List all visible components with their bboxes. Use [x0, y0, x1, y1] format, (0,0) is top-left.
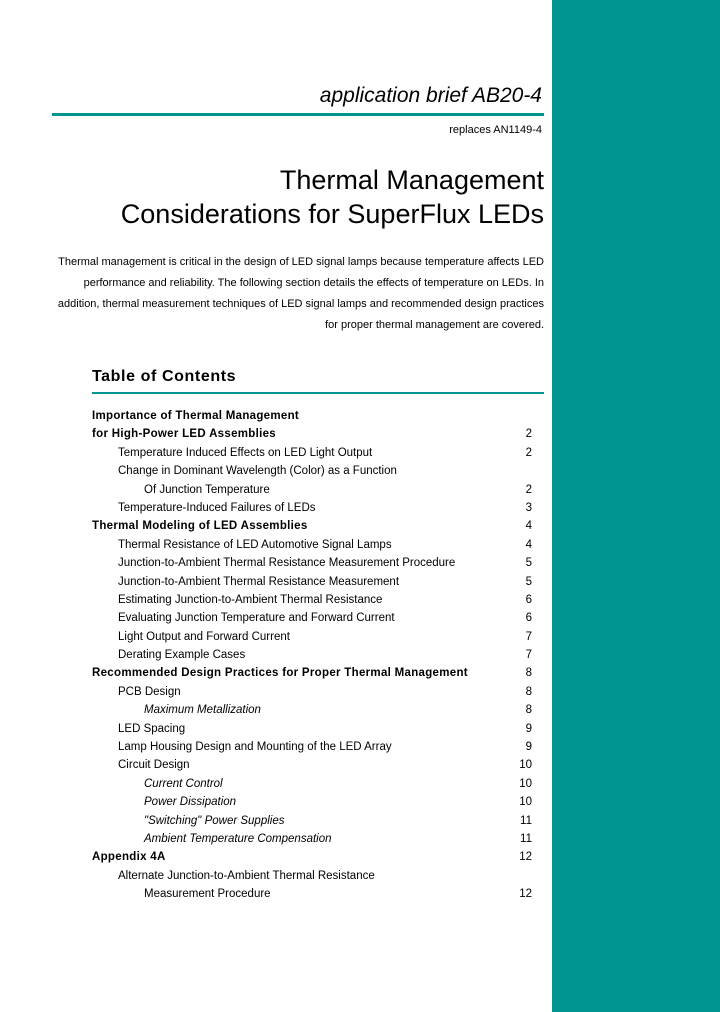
toc-entry-page: 8 — [525, 704, 532, 717]
toc-entry-label: Recommended Design Practices for Proper Thermal Management — [92, 667, 468, 680]
toc-entry-label: Light Output and Forward Current — [118, 630, 290, 643]
replaces-label: replaces AN1149-4 — [449, 124, 542, 136]
toc-entry-label: Ambient Temperature Compensation — [144, 832, 332, 845]
toc-entry-label: Lamp Housing Design and Mounting of the LED Array — [118, 741, 392, 754]
table-of-contents-header — [92, 368, 544, 394]
toc-entry-label: Appendix 4A — [92, 851, 166, 864]
toc-entry-page: 9 — [525, 722, 532, 735]
toc-entry-page: 6 — [525, 593, 532, 606]
toc-entry-label: for High-Power LED Assemblies — [92, 428, 277, 441]
table-of-contents-list — [92, 410, 544, 907]
toc-entry[interactable] — [92, 870, 544, 888]
toc-entry-page: 11 — [520, 832, 532, 845]
toc-entry-label: Thermal Modeling of LED Assemblies — [92, 520, 308, 533]
toc-entry[interactable] — [92, 520, 544, 538]
toc-entry-label: Estimating Junction-to-Ambient Thermal Resistance — [118, 593, 383, 606]
toc-divider — [92, 392, 544, 394]
toc-entry[interactable] — [92, 851, 544, 869]
toc-entry[interactable] — [92, 612, 544, 630]
page-title — [40, 163, 544, 231]
toc-entry-page: 2 — [525, 483, 532, 496]
toc-entry-page: 2 — [525, 446, 532, 459]
application-brief-label: application brief AB20-4 — [319, 84, 542, 107]
abstract-paragraph: Thermal management is critical in the design of LED signal lamps because temperature affects LED performance and reliability. The following section details the effects of temperature on LEDs. In addition, thermal measurement techniques of LED signal lamps and recommended design practices for proper thermal management are covered. — [57, 256, 544, 331]
toc-entry[interactable] — [92, 815, 544, 833]
toc-entry-label: Maximum Metallization — [144, 704, 261, 717]
toc-entry-label: Importance of Thermal Management — [92, 410, 300, 422]
toc-entry[interactable] — [92, 723, 544, 741]
toc-entry-label: Derating Example Cases — [118, 649, 246, 662]
toc-entry-page: 10 — [519, 777, 532, 790]
toc-entry-label: LED Spacing — [118, 722, 186, 735]
toc-entry-page: 12 — [519, 851, 532, 864]
toc-entry-page: 9 — [525, 741, 532, 754]
toc-entry-page: 10 — [519, 759, 532, 772]
toc-entry-page: 4 — [525, 520, 532, 533]
toc-entry-label: Junction-to-Ambient Thermal Resistance Measurement — [118, 575, 400, 588]
toc-entry-page: 7 — [525, 630, 532, 643]
toc-entry[interactable] — [92, 796, 544, 814]
toc-entry-label: "Switching" Power Supplies — [144, 814, 285, 827]
toc-entry-label: Current Control — [144, 777, 223, 790]
header-divider — [52, 113, 544, 116]
toc-entry[interactable] — [92, 502, 544, 520]
toc-entry-page: 12 — [519, 888, 532, 901]
toc-entry[interactable] — [92, 631, 544, 649]
title-line-2: Considerations for SuperFlux LEDs — [120, 199, 544, 229]
toc-entry-label: Circuit Design — [118, 759, 190, 772]
toc-entry-label: Change in Dominant Wavelength (Color) as a Function — [118, 465, 397, 478]
toc-entry[interactable] — [92, 557, 544, 575]
toc-entry-label: Alternate Junction-to-Ambient Thermal Resistance — [118, 869, 375, 882]
toc-entry-label: Power Dissipation — [144, 796, 237, 809]
toc-entry[interactable] — [92, 594, 544, 612]
toc-entry[interactable] — [92, 686, 544, 704]
toc-entry[interactable] — [92, 741, 544, 759]
toc-entry-page: 3 — [525, 501, 532, 514]
toc-entry-page: 2 — [525, 428, 532, 441]
toc-entry[interactable] — [92, 539, 544, 557]
toc-entry-page: 5 — [525, 557, 532, 570]
toc-entry-label: Junction-to-Ambient Thermal Resistance Measurement Procedure — [118, 557, 456, 570]
toc-entry-page: 8 — [525, 685, 532, 698]
toc-entry[interactable] — [92, 704, 544, 722]
toc-entry-label: Temperature-Induced Failures of LEDs — [118, 501, 316, 514]
toc-entry[interactable] — [92, 667, 544, 685]
toc-entry-page: 10 — [519, 796, 532, 809]
toc-entry[interactable] — [92, 447, 544, 465]
title-line-1: Thermal Management — [279, 165, 544, 195]
toc-entry-label: Evaluating Junction Temperature and Forward Current — [118, 612, 395, 625]
toc-heading: Table of Contents — [92, 368, 237, 385]
toc-entry-page: 11 — [520, 814, 532, 827]
teal-side-band — [552, 0, 720, 1012]
toc-entry[interactable] — [92, 833, 544, 851]
toc-entry-page: 7 — [525, 649, 532, 662]
document-header — [52, 84, 544, 136]
toc-entry-page: 6 — [525, 612, 532, 625]
toc-entry[interactable] — [92, 410, 544, 428]
toc-entry-label: Thermal Resistance of LED Automotive Signal Lamps — [118, 538, 392, 551]
toc-entry-page: 8 — [525, 667, 532, 680]
toc-entry-label: Of Junction Temperature — [144, 483, 270, 496]
toc-entry[interactable] — [92, 484, 544, 502]
toc-entry[interactable] — [92, 759, 544, 777]
toc-entry[interactable] — [92, 576, 544, 594]
toc-entry[interactable] — [92, 649, 544, 667]
toc-entry[interactable] — [92, 888, 544, 906]
toc-entry-label: Measurement Procedure — [144, 888, 271, 901]
toc-entry-page: 5 — [525, 575, 532, 588]
toc-entry[interactable] — [92, 465, 544, 483]
toc-entry-label: Temperature Induced Effects on LED Light Output — [118, 446, 373, 459]
toc-entry-page: 4 — [525, 538, 532, 551]
toc-entry[interactable] — [92, 778, 544, 796]
toc-entry[interactable] — [92, 428, 544, 446]
toc-entry-label: PCB Design — [118, 685, 181, 698]
